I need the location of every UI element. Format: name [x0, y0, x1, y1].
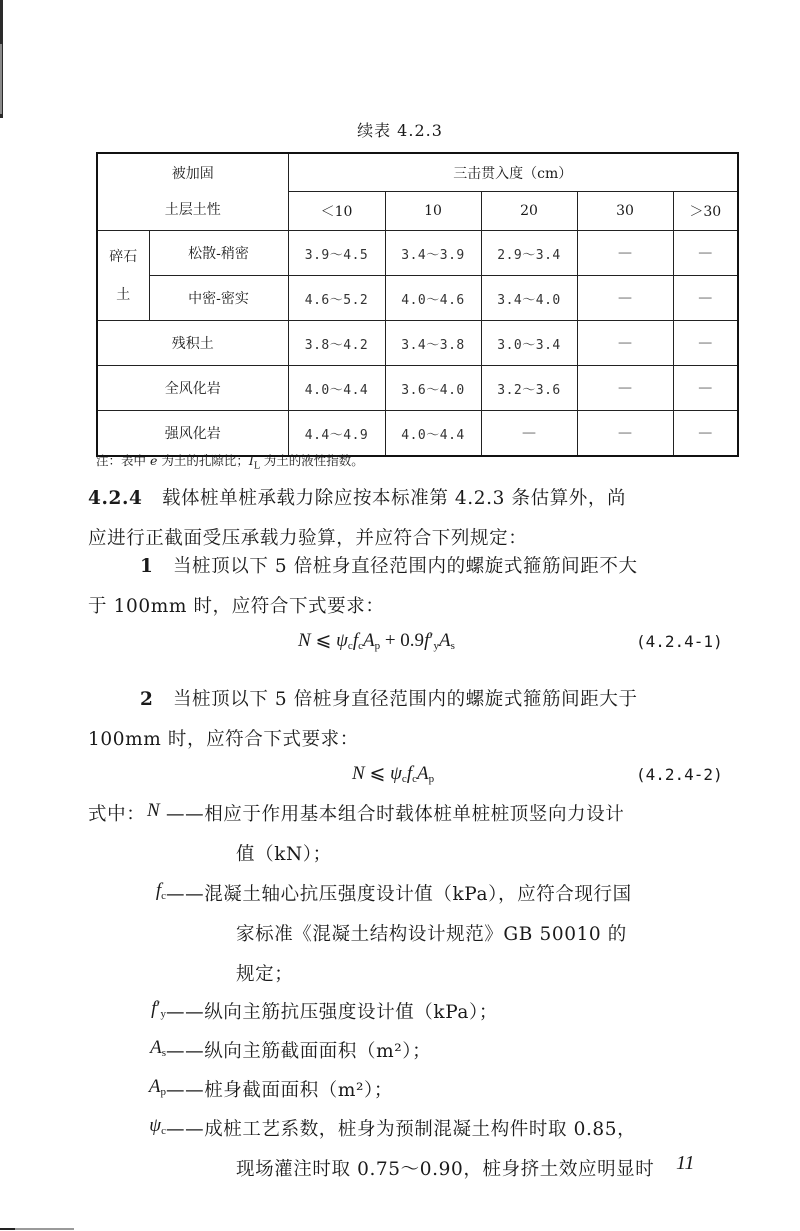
symbol-fy-prime: $f'_y$: [151, 998, 166, 1020]
item-1: 1 当桩顶以下 5 倍桩身直径范围内的螺旋式箍筋间距不大 于 100mm 时，应符合下式要求：: [88, 556, 638, 617]
header-col: 10: [385, 192, 481, 231]
header-col: ＞30: [673, 192, 738, 231]
cell: 3.4～3.8: [385, 321, 481, 366]
cell: —: [673, 411, 738, 457]
table-caption: 续表 4.2.3: [357, 121, 443, 140]
cell: —: [577, 321, 673, 366]
cell: —: [673, 366, 738, 411]
scan-edge-line: [0, 1228, 15, 1230]
definition-fc: ——混凝土轴心抗压强度设计值（kPa），应符合现行国 家标准《混凝土结构设计规范》GB 50010 的 规定；: [166, 884, 632, 985]
cell: 4.0～4.6: [385, 276, 481, 321]
where-prefix: 式中：: [88, 804, 146, 825]
cell: —: [673, 231, 738, 276]
table-note: 注：表中 e 为土的孔隙比；$I_L$ 为土的液性指数。: [96, 453, 364, 472]
table-row: [97, 321, 738, 366]
cell: 3.2～3.6: [481, 366, 577, 411]
scan-edge-line: [0, 44, 2, 114]
row-label: 松散-稍密: [149, 231, 288, 276]
cell: 4.0～4.4: [385, 411, 481, 457]
cell: —: [577, 231, 673, 276]
definition-Ap: ——桩身截面面积（m²）；: [166, 1080, 394, 1101]
header-col: 30: [577, 192, 673, 231]
cell: 2.9～3.4: [481, 231, 577, 276]
item-2: 2 当桩顶以下 5 倍桩身直径范围内的螺旋式箍筋间距大于 100mm 时，应符合下式要求：: [88, 689, 638, 750]
page-number: 11: [676, 1152, 695, 1174]
cell: 3.9～4.5: [288, 231, 385, 276]
header-col: ＜10: [288, 192, 385, 231]
symbol-Ap: $A_p$: [148, 1076, 166, 1098]
definition-N: ——相应于作用基本组合时载体桩单桩桩顶竖向力设计 值（kN）；: [166, 804, 625, 865]
cell: —: [577, 411, 673, 457]
table-row: [97, 231, 738, 276]
table-row: [97, 276, 738, 321]
cell: —: [481, 411, 577, 457]
section-number: 4.2.4: [88, 488, 143, 509]
cell: —: [577, 276, 673, 321]
group-label: 碎石 土: [97, 231, 149, 321]
row-label: 残积土: [97, 321, 288, 366]
row-label: 全风化岩: [97, 366, 288, 411]
cell: 4.6～5.2: [288, 276, 385, 321]
cell: —: [577, 366, 673, 411]
cell: —: [673, 321, 738, 366]
row-label: 强风化岩: [97, 411, 288, 457]
symbol-fc: $f_c$: [155, 880, 166, 902]
definition-fy-prime: ——纵向主筋抗压强度设计值（kPa）；: [166, 1002, 499, 1023]
section-paragraph: 4.2.4 载体桩单桩承载力除应按本标准第 4.2.3 条估算外，尚 应进行正截面受压承载力验算，并应符合下列规定：: [88, 488, 627, 549]
cell: 4.4～4.9: [288, 411, 385, 457]
cell: —: [673, 276, 738, 321]
cell: 3.4～3.9: [385, 231, 481, 276]
cell: 3.0～3.4: [481, 321, 577, 366]
header-soil-type: 被加固 土层土性: [97, 153, 288, 231]
cell: 3.8～4.2: [288, 321, 385, 366]
penetration-table: [96, 152, 739, 457]
row-label: 中密-密实: [149, 276, 288, 321]
symbol-psi-c: $\psi_c$: [149, 1115, 166, 1137]
header-col: 20: [481, 192, 577, 231]
definition-psi-c: ——成桩工艺系数，桩身为预制混凝土构件时取 0.85， 现场灌注时取 0.75～0.90，桩身挤土效应明显时: [166, 1119, 655, 1180]
equation-4-2-4-2: N ⩽ $\psi_cf_cA_p$: [352, 763, 435, 785]
equation-4-2-4-1: N ⩽ $\psi_cf_cA_p + 0.9f'_yA_s$: [298, 630, 455, 652]
equation-number: (4.2.4-1): [636, 632, 723, 651]
symbol-As: $A_s$: [150, 1037, 166, 1059]
definition-As: ——纵向主筋截面面积（m²）；: [166, 1041, 432, 1062]
cell: 4.0～4.4: [288, 366, 385, 411]
cell: 3.6～4.0: [385, 366, 481, 411]
header-penetration-group: 三击贯入度（cm）: [288, 153, 738, 192]
equation-number: (4.2.4-2): [636, 765, 723, 784]
cell: 3.4～4.0: [481, 276, 577, 321]
table-row: [97, 411, 738, 457]
table-row: [97, 366, 738, 411]
symbol-N: N: [147, 800, 160, 821]
